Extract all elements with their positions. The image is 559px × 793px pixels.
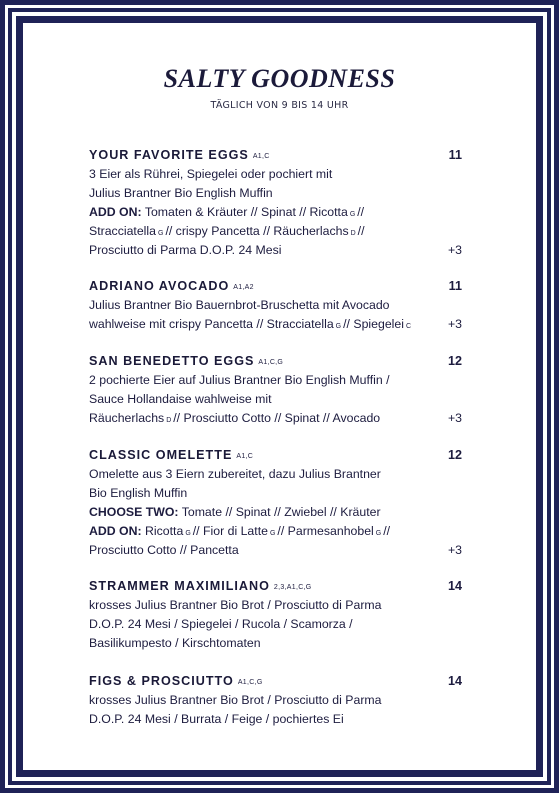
item-description-line: krosses Julius Brantner Bio Brot / Prosciutto di Parma [89, 598, 382, 612]
item-price: 11 [448, 279, 462, 293]
item-header [89, 146, 464, 165]
addon-line [89, 203, 464, 222]
item-name: ADRIANO AVOCADO [89, 279, 230, 293]
item-price: 14 [447, 579, 462, 593]
item-name: FIGS & PROSCIUTTO [89, 674, 234, 688]
menu-item-your-favorite-eggs [89, 146, 464, 260]
allergen-code: D [350, 230, 356, 237]
allergen-code: G [349, 211, 356, 218]
item-description-line: Basilikumpesto / Kirschtomaten [89, 636, 261, 650]
item-description-line: 2 pochierte Eier auf Julius Brantner Bio English Muffin / [89, 373, 390, 387]
item-header [89, 577, 464, 596]
allergen-code: G [269, 530, 276, 537]
item-description-line: 3 Eier als Rührei, Spiegelei oder pochiert mit [89, 167, 333, 181]
allergen-code: C [405, 323, 412, 330]
description-text: wahlweise mit crispy Pancetta // Stracciatella [89, 317, 334, 331]
addon-text: // [357, 224, 365, 238]
addon-text: Ricotta [145, 524, 184, 538]
item-description-line: Omelette aus 3 Eiern zubereitet, dazu Julius Brantner [89, 467, 381, 481]
item-price: 12 [447, 448, 462, 462]
item-description-line: Sauce Hollandaise wahlweise mit [89, 392, 272, 406]
allergen-codes: A1,C [252, 153, 270, 160]
item-description-line [89, 409, 464, 428]
addon-price: +3 [447, 411, 462, 425]
item-name: CLASSIC OMELETTE [89, 448, 233, 462]
choose-line [89, 503, 464, 522]
addon-text: // crispy Pancetta // Räucherlachs [165, 224, 349, 238]
choose-text: Tomate // Spinat // Zwiebel // Kräuter [181, 505, 381, 519]
menu-item-classic-omelette [89, 446, 464, 560]
allergen-code: G [375, 530, 382, 537]
item-description-line: D.O.P. 24 Mesi / Spiegelei / Rucola / Scamorza / [89, 617, 353, 631]
item-description-line: Julius Brantner Bio English Muffin [89, 186, 273, 200]
addon-text: Prosciutto di Parma D.O.P. 24 Mesi [89, 243, 282, 257]
item-description-line: Bio English Muffin [89, 486, 188, 500]
allergen-codes: A1,C,G [237, 679, 263, 686]
item-header [89, 277, 464, 296]
item-price: 14 [447, 674, 462, 688]
item-name: STRAMMER MAXIMILIANO [89, 579, 270, 593]
description-text: // Spiegelei [343, 317, 404, 331]
menu-item-strammer-maximiliano [89, 577, 464, 653]
menu-item-san-benedetto-eggs [89, 352, 464, 428]
allergen-code: G [157, 230, 164, 237]
addon-label: ADD ON: [89, 524, 142, 538]
allergen-codes: 2,3,A1,C,G [273, 584, 312, 591]
item-header [89, 446, 464, 465]
menu-title: SALTY GOODNESS [163, 64, 396, 93]
allergen-code: G [335, 323, 342, 330]
addon-line [89, 222, 464, 241]
addon-text: // [357, 205, 365, 219]
allergen-code: G [185, 530, 191, 537]
allergen-codes: A1,C [236, 453, 254, 460]
addon-line [89, 522, 464, 541]
addon-line [89, 241, 464, 260]
item-name: SAN BENEDETTO EGGS [89, 354, 255, 368]
addon-text: Tomaten & Kräuter // Spinat // Ricotta [144, 205, 348, 219]
allergen-codes: A1,C,G [258, 359, 284, 366]
addon-text: // Parmesanhobel [277, 524, 374, 538]
addon-price: +3 [447, 543, 462, 557]
allergen-code: D [166, 417, 172, 424]
addon-text: // [383, 524, 391, 538]
allergen-codes: A1,A2 [233, 284, 254, 291]
item-description-line: D.O.P. 24 Mesi / Burrata / Feige / pochiertes Ei [89, 712, 344, 726]
item-description-line [89, 315, 464, 334]
menu-item-adriano-avocado [89, 277, 464, 334]
description-text: // Prosciutto Cotto // Spinat // Avocado [173, 411, 381, 425]
addon-text: Prosciutto Cotto // Pancetta [89, 543, 239, 557]
item-header [89, 352, 464, 371]
description-text: Räucherlachs [89, 411, 165, 425]
addon-price: +3 [447, 243, 462, 257]
addon-line [89, 541, 464, 560]
menu-hours: TÄGLICH VON 9 BIS 14 UHR [210, 100, 349, 111]
item-price: 12 [447, 354, 462, 368]
item-name: YOUR FAVORITE EGGS [89, 148, 249, 162]
addon-label: ADD ON: [89, 205, 142, 219]
addon-price: +3 [447, 317, 462, 331]
choose-label: CHOOSE TWO: [89, 505, 179, 519]
item-header [89, 672, 464, 691]
item-description-line: krosses Julius Brantner Bio Brot / Prosciutto di Parma [89, 693, 382, 707]
item-price: 11 [448, 148, 462, 162]
menu-item-figs-prosciutto [89, 672, 464, 729]
item-description-line: Julius Brantner Bio Bauernbrot-Bruschetta mit Avocado [89, 298, 390, 312]
addon-text: // Fior di Latte [192, 524, 268, 538]
addon-text: Stracciatella [89, 224, 156, 238]
